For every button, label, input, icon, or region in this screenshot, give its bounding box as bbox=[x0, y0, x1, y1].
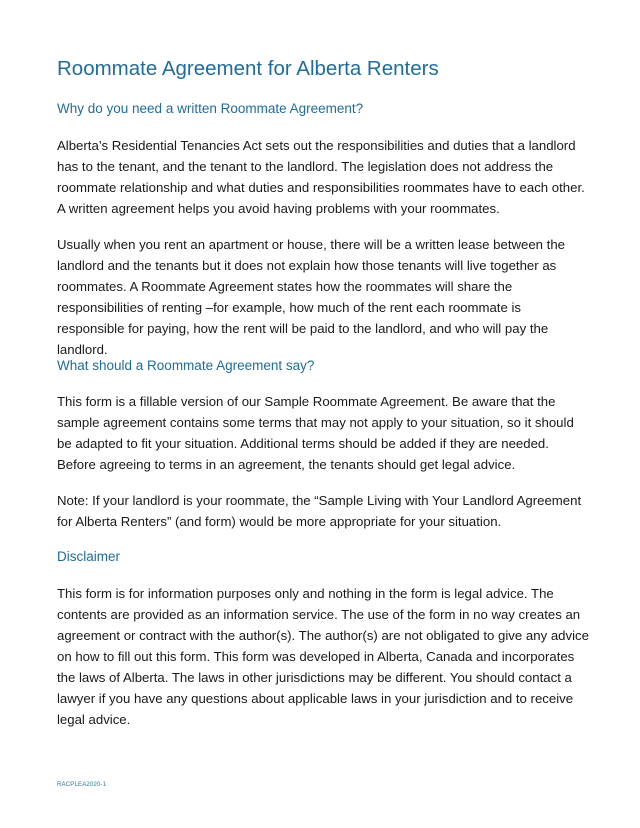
paragraph-what-2: Note: If your landlord is your roommate, the “Sample Living with Your Landlord Agreement for Alberta Renters” (and form) would be more appropriate for your situation. bbox=[57, 493, 582, 529]
paragraph-why-2: Usually when you rent an apartment or house, there will be a written lease between the landlord and the tenants but it does not explain how those tenants will live together as roommates. A Roommate Agreement states how the roommates will share the responsibilities of renting –for example, how much of the rent each roommate is responsible for paying, how the rent will be paid to the landlord, and who will pay the landlord. bbox=[57, 237, 566, 357]
footer-document-code: RACPLEA2020-1 bbox=[57, 782, 107, 788]
section-heading-disclaimer: Disclaimer bbox=[57, 549, 121, 564]
section-heading-why: Why do you need a written Roommate Agreement? bbox=[57, 101, 364, 116]
page-title: Roommate Agreement for Alberta Renters bbox=[57, 57, 439, 80]
section-heading-what: What should a Roommate Agreement say? bbox=[57, 358, 315, 373]
paragraph-why-1: Alberta’s Residential Tenancies Act sets out the responsibilities and duties that a landlord has to the tenant, and the tenant to the landlord. The legislation does not address the roommate relationship and what duties and responsibilities roommates have to each other. A written agreement helps you avoid having problems with your roommates. bbox=[57, 138, 585, 216]
paragraph-disclaimer: This form is for information purposes only and nothing in the form is legal advice. The contents are provided as an information service. The use of the form in no way creates an agreement or contract with the author(s). The author(s) are not obligated to give any advice on how to fill out this form. This form was developed in Alberta, Canada and incorporates the laws of Alberta. The laws in other jurisdictions may be different. You should contact a lawyer if you have any questions about applicable laws in your jurisdiction and to receive legal advice. bbox=[57, 586, 589, 727]
paragraph-what-1: This form is a fillable version of our Sample Roommate Agreement. Be aware that the sample agreement contains some terms that may not apply to your situation, so it should be adapted to fit your situation. Additional terms should be added if they are needed. Before agreeing to terms in an agreement, the tenants should get legal advice. bbox=[57, 394, 574, 472]
